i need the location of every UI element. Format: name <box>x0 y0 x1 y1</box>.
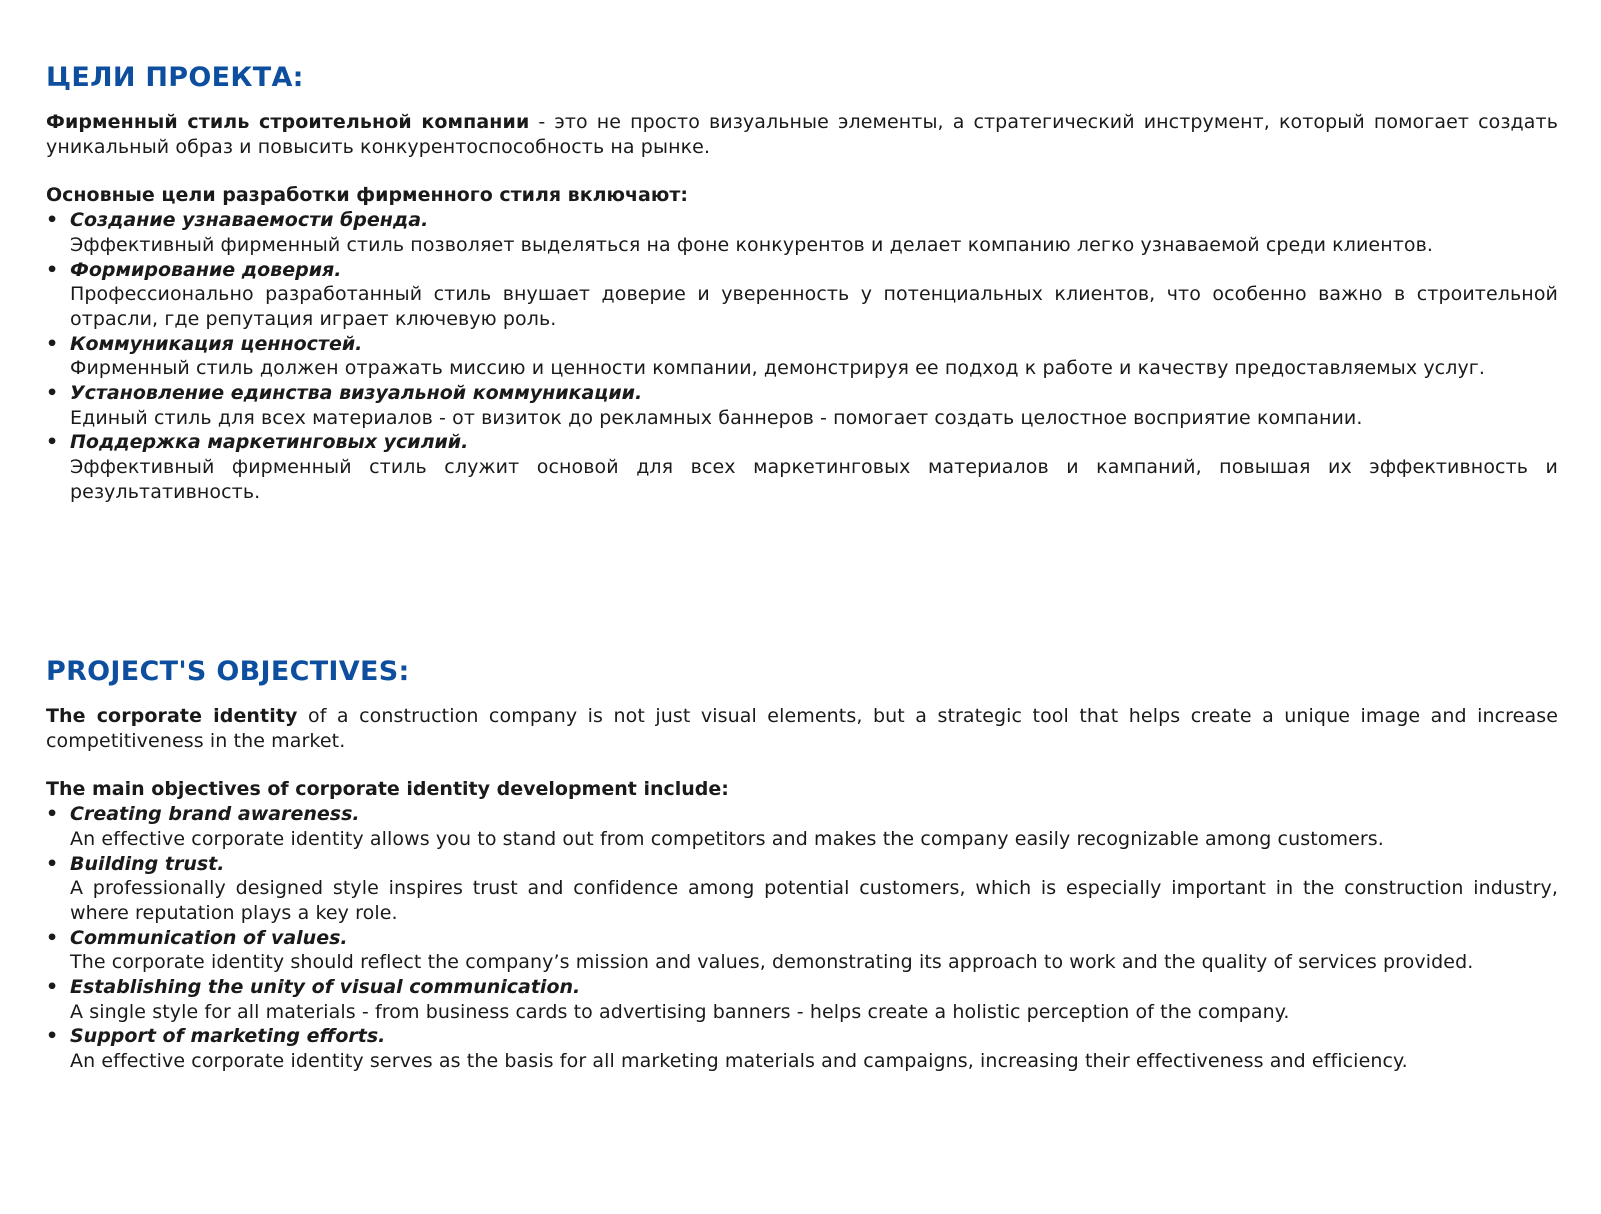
bullet-icon: • <box>46 1025 59 1048</box>
list-item <box>46 852 1558 926</box>
bullet-icon: • <box>46 976 59 999</box>
section-ru <box>46 60 1558 505</box>
list-item <box>46 926 1558 975</box>
list-item <box>46 332 1558 381</box>
goal-title: Поддержка маркетинговых усилий. <box>70 431 469 454</box>
goal-title: Support of marketing efforts. <box>70 1025 386 1048</box>
goal-title: Создание узнаваемости бренда. <box>70 209 429 232</box>
intro-lead: Фирменный стиль строительной компании <box>46 111 530 133</box>
list-item <box>46 430 1558 504</box>
list-title: The main objectives of corporate identity development include: <box>46 778 729 801</box>
goal-text: Эффективный фирменный стиль служит основой для всех маркетинговых материалов и кампаний, повышая их эффективность и результативность. <box>70 456 1558 503</box>
intro-text: - это не просто визуальные элементы, а стратегический инструмент, который помогает создать уникальный образ и повысить конкурентоспособность на рынке. <box>46 111 1558 158</box>
goal-text: Профессионально разработанный стиль внушает доверие и уверенность у потенциальных клиентов, что особенно важно в строительной отрасли, где репутация играет ключевую роль. <box>70 283 1558 330</box>
goal-text: Фирменный стиль должен отражать миссию и ценности компании, демонстрируя ее подход к работе и качеству предоставляемых услуг. <box>70 357 1486 380</box>
list-item <box>46 258 1558 332</box>
goal-text: Единый стиль для всех материалов - от визиток до рекламных баннеров - помогает создать целостное восприятие компании. <box>70 406 1363 429</box>
goal-title: Коммуникация ценностей. <box>70 332 363 355</box>
bullet-icon: • <box>46 382 59 405</box>
goal-title: Building trust. <box>70 852 225 875</box>
list-item <box>46 1024 1558 1073</box>
goals-list <box>46 802 1558 1074</box>
intro-lead: The corporate identity <box>46 705 298 727</box>
section-heading: PROJECT'S OBJECTIVES: <box>46 656 410 687</box>
goal-text: A professionally designed style inspires trust and confidence among potential customers, which is especially important in the construction industry, where reputation plays a key role. <box>70 877 1558 924</box>
list-item <box>46 975 1558 1024</box>
goal-text: A single style for all materials - from business cards to advertising banners - helps create a holistic perception of the company. <box>70 1000 1290 1023</box>
goal-text: The corporate identity should reflect the company’s mission and values, demonstrating its approach to work and the quality of services provided. <box>70 951 1474 974</box>
list-item <box>46 208 1558 257</box>
section-en <box>46 654 1558 1074</box>
intro-paragraph <box>46 110 1558 159</box>
bullet-icon: • <box>46 803 59 826</box>
bullet-icon: • <box>46 332 59 355</box>
goal-title: Формирование доверия. <box>70 258 342 281</box>
goal-text: An effective corporate identity serves as the basis for all marketing materials and campaigns, increasing their effectiveness and efficiency. <box>70 1050 1408 1073</box>
bullet-icon: • <box>46 258 59 281</box>
goals-list <box>46 208 1558 504</box>
section-heading: ЦЕЛИ ПРОЕКТА: <box>46 62 304 93</box>
goal-title: Creating brand awareness. <box>70 803 360 826</box>
goal-text: Эффективный фирменный стиль позволяет выделяться на фоне конкурентов и делает компанию легко узнаваемой среди клиентов. <box>70 233 1434 256</box>
list-item <box>46 381 1558 430</box>
bullet-icon: • <box>46 209 59 232</box>
bullet-icon: • <box>46 926 59 949</box>
goal-title: Установление единства визуальной коммуникации. <box>70 382 643 405</box>
list-title: Основные цели разработки фирменного стиля включают: <box>46 184 688 207</box>
intro-text: of a construction company is not just visual elements, but a strategic tool that helps create a unique image and increase competitiveness in the market. <box>46 705 1558 752</box>
list-item <box>46 802 1558 851</box>
goal-text: An effective corporate identity allows you to stand out from competitors and makes the company easily recognizable among customers. <box>70 827 1384 850</box>
bullet-icon: • <box>46 852 59 875</box>
goal-title: Establishing the unity of visual communication. <box>70 976 581 999</box>
goal-title: Communication of values. <box>70 926 348 949</box>
bullet-icon: • <box>46 431 59 454</box>
intro-paragraph <box>46 704 1558 753</box>
